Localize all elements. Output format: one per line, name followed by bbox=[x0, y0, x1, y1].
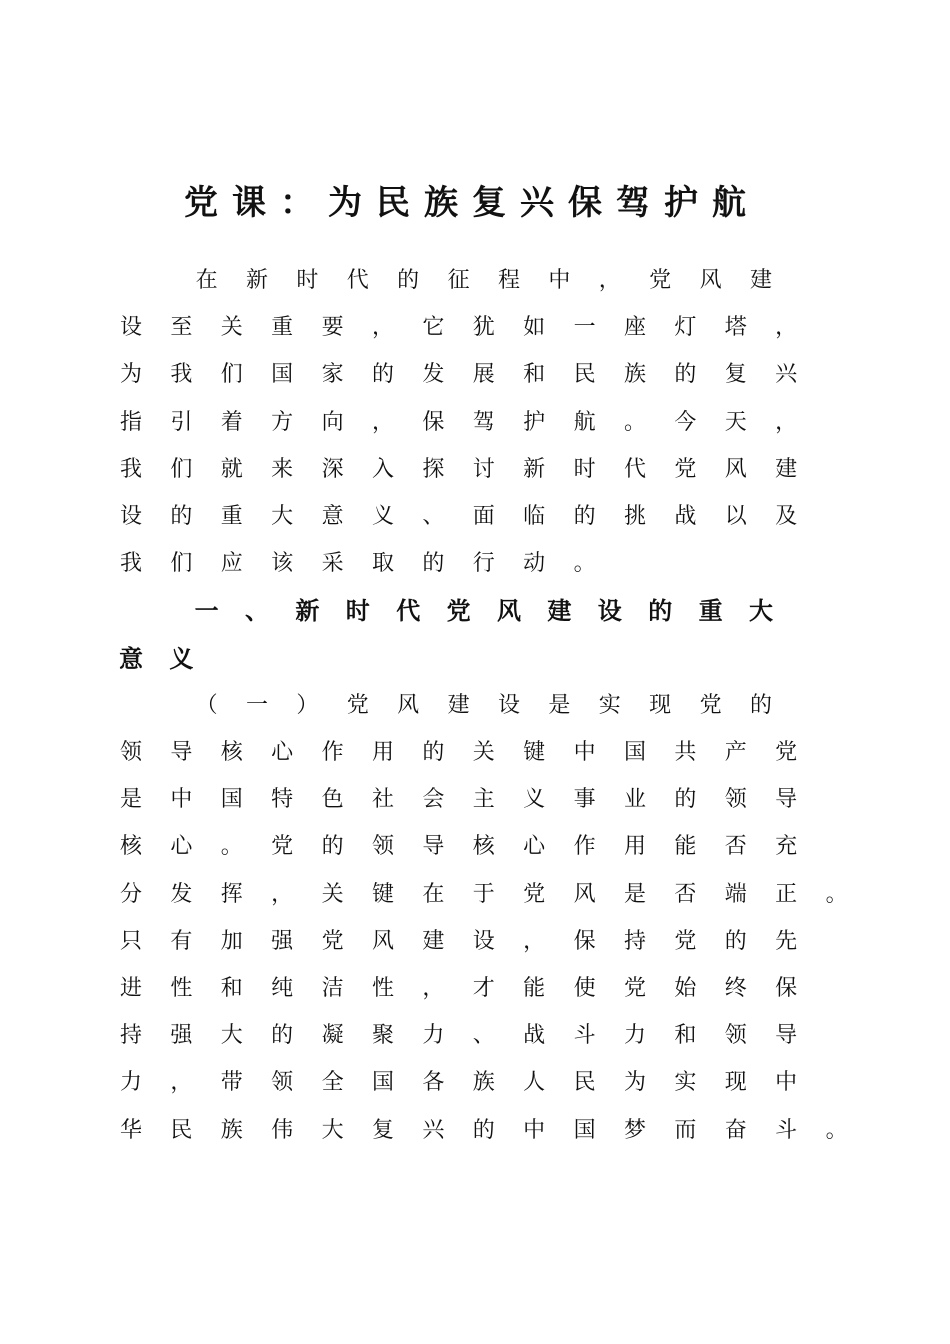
text-char: 设 bbox=[497, 692, 520, 718]
text-char: 华 bbox=[119, 1117, 142, 1143]
text-char: 风 bbox=[699, 268, 722, 293]
text-char: 领 bbox=[724, 1023, 747, 1049]
text-char: 的 bbox=[422, 740, 445, 765]
text-char: 核 bbox=[220, 740, 243, 765]
text-char: 的 bbox=[674, 787, 697, 813]
paragraph-line bbox=[0, 351, 950, 398]
text-char: 凝 bbox=[321, 1023, 344, 1049]
text-char: 义 bbox=[523, 787, 546, 813]
text-char: 新 bbox=[295, 596, 320, 626]
text-char: 们 bbox=[220, 362, 243, 388]
text-char: 能 bbox=[674, 834, 697, 860]
text-char: 持 bbox=[623, 928, 646, 954]
text-char: 党 bbox=[523, 881, 546, 907]
text-char: 国 bbox=[623, 740, 646, 765]
title-char: 保 bbox=[568, 183, 602, 223]
text-char: 兴 bbox=[775, 362, 798, 388]
text-char: 斗 bbox=[573, 1023, 596, 1049]
text-char: 中 bbox=[775, 1070, 798, 1096]
text-char: 大 bbox=[220, 1023, 243, 1049]
text-char: 是 bbox=[119, 787, 142, 813]
text-char: 。 bbox=[220, 834, 243, 860]
text-char: 现 bbox=[649, 692, 672, 718]
text-char: 现 bbox=[724, 1070, 747, 1096]
text-char: 始 bbox=[674, 976, 697, 1001]
text-char: 讨 bbox=[472, 456, 495, 482]
text-char: 设 bbox=[119, 315, 142, 341]
text-char: 、 bbox=[472, 1023, 495, 1049]
text-char: ， bbox=[371, 409, 394, 435]
text-char: 灯 bbox=[674, 315, 697, 341]
title-char: 复 bbox=[472, 183, 506, 223]
text-char: ， bbox=[422, 976, 445, 1001]
title-char: 驾 bbox=[616, 183, 650, 223]
text-char: 保 bbox=[573, 928, 596, 954]
text-char: 行 bbox=[472, 551, 495, 577]
paragraph-line bbox=[0, 776, 950, 823]
text-char: 我 bbox=[119, 551, 142, 577]
paragraph-line bbox=[0, 399, 950, 446]
text-char: 终 bbox=[724, 976, 747, 1001]
text-char: 会 bbox=[422, 787, 445, 813]
text-char: 性 bbox=[170, 976, 193, 1001]
text-char: 性 bbox=[371, 976, 394, 1001]
text-char: 于 bbox=[472, 881, 495, 907]
text-char: 的 bbox=[371, 362, 394, 388]
text-char: 的 bbox=[724, 928, 747, 954]
text-char: 意 bbox=[321, 504, 344, 529]
text-char: 一 bbox=[245, 692, 268, 718]
text-char: 中 bbox=[170, 787, 193, 813]
text-char: 座 bbox=[623, 315, 646, 341]
text-char: 中 bbox=[548, 268, 571, 293]
text-char: 党 bbox=[346, 692, 369, 718]
text-char: 新 bbox=[523, 456, 546, 482]
text-char: 风 bbox=[397, 692, 420, 718]
text-char: 兴 bbox=[422, 1117, 445, 1143]
paragraph-line bbox=[0, 729, 950, 776]
text-char: 党 bbox=[674, 928, 697, 954]
text-char: 的 bbox=[422, 551, 445, 577]
text-char: 如 bbox=[523, 315, 546, 341]
text-char: 全 bbox=[321, 1070, 344, 1096]
text-char: 。 bbox=[825, 881, 848, 907]
text-char: 民 bbox=[170, 1117, 193, 1143]
text-char: 义 bbox=[169, 643, 194, 673]
text-char: 充 bbox=[775, 834, 798, 860]
text-char: 。 bbox=[825, 1117, 848, 1143]
text-char: 探 bbox=[422, 456, 445, 482]
text-char: 力 bbox=[422, 1023, 445, 1049]
text-char: 建 bbox=[749, 268, 772, 293]
text-char: 设 bbox=[472, 928, 495, 954]
title-char: 为 bbox=[328, 183, 362, 223]
paragraph-line bbox=[0, 257, 950, 304]
paragraph-line bbox=[0, 918, 950, 965]
title-char: 族 bbox=[424, 183, 458, 223]
text-char: 在 bbox=[195, 268, 218, 293]
text-char: 要 bbox=[321, 315, 344, 341]
text-char: 的 bbox=[648, 596, 673, 626]
text-char: 而 bbox=[674, 1117, 697, 1143]
text-char: 社 bbox=[371, 787, 394, 813]
text-char: 党 bbox=[649, 268, 672, 293]
text-char: 领 bbox=[371, 834, 394, 860]
text-char: 塔 bbox=[724, 315, 747, 341]
text-char: 党 bbox=[446, 596, 471, 626]
text-char: 大 bbox=[271, 504, 294, 529]
text-char: 事 bbox=[573, 787, 596, 813]
text-char: 我 bbox=[119, 456, 142, 482]
text-char: 心 bbox=[523, 834, 546, 860]
text-char: 有 bbox=[170, 928, 193, 954]
text-char: 挥 bbox=[220, 881, 243, 907]
text-char: 加 bbox=[220, 928, 243, 954]
text-char: 采 bbox=[321, 551, 344, 577]
text-char: 领 bbox=[119, 740, 142, 765]
paragraph-line bbox=[0, 1012, 950, 1059]
text-char: 领 bbox=[271, 1070, 294, 1096]
text-char: 的 bbox=[170, 504, 193, 529]
text-char: 只 bbox=[119, 928, 142, 954]
text-char: 的 bbox=[321, 834, 344, 860]
text-char: 是 bbox=[548, 692, 571, 718]
text-char: ， bbox=[371, 315, 394, 341]
text-char: 代 bbox=[623, 456, 646, 482]
text-char: 发 bbox=[170, 881, 193, 907]
text-char: ， bbox=[523, 928, 546, 954]
text-char: 今 bbox=[674, 409, 697, 435]
text-char: 中 bbox=[573, 740, 596, 765]
text-char: 族 bbox=[623, 362, 646, 388]
text-char: 复 bbox=[724, 362, 747, 388]
text-char: 大 bbox=[749, 596, 773, 626]
text-char: 大 bbox=[321, 1117, 344, 1143]
text-char: 强 bbox=[271, 928, 294, 954]
text-char: 实 bbox=[598, 692, 621, 718]
text-char: 聚 bbox=[371, 1023, 394, 1049]
text-char: 的 bbox=[674, 362, 697, 388]
text-char: 时 bbox=[345, 596, 370, 626]
text-char: 导 bbox=[775, 1023, 798, 1049]
text-char: 导 bbox=[775, 787, 798, 813]
text-char: 正 bbox=[775, 881, 798, 907]
text-char: 产 bbox=[724, 740, 747, 765]
text-char: 建 bbox=[775, 456, 798, 482]
text-char: 在 bbox=[422, 881, 445, 907]
text-char: 键 bbox=[371, 881, 394, 907]
text-char: 发 bbox=[422, 362, 445, 388]
title-char: ： bbox=[280, 183, 314, 223]
text-char: 风 bbox=[573, 881, 596, 907]
text-char: 着 bbox=[220, 409, 243, 435]
text-char: 风 bbox=[724, 456, 747, 482]
paragraph-line bbox=[0, 1107, 950, 1154]
text-char: 领 bbox=[724, 787, 747, 813]
text-char: 国 bbox=[371, 1070, 394, 1096]
paragraph-line bbox=[0, 540, 950, 587]
text-char: ， bbox=[775, 409, 798, 435]
text-char: 程 bbox=[497, 268, 520, 293]
text-char: 一 bbox=[573, 315, 596, 341]
text-char: 至 bbox=[170, 315, 193, 341]
text-char: 用 bbox=[623, 834, 646, 860]
text-char: 建 bbox=[447, 692, 470, 718]
text-char: 关 bbox=[321, 881, 344, 907]
text-char: 先 bbox=[775, 928, 798, 954]
text-char: 取 bbox=[371, 551, 394, 577]
text-char: 国 bbox=[271, 362, 294, 388]
text-char: 强 bbox=[170, 1023, 193, 1049]
document-title bbox=[0, 178, 930, 228]
paragraph-line bbox=[0, 446, 950, 493]
text-char: 的 bbox=[271, 1023, 294, 1049]
text-char: 国 bbox=[573, 1117, 596, 1143]
text-char: ， bbox=[271, 881, 294, 907]
text-char: 天 bbox=[724, 409, 747, 435]
text-char: 我 bbox=[170, 362, 193, 388]
text-char: 复 bbox=[371, 1117, 394, 1143]
text-char: 展 bbox=[472, 362, 495, 388]
text-char: 保 bbox=[775, 976, 798, 1001]
text-char: 纯 bbox=[271, 976, 294, 1001]
text-char: 实 bbox=[674, 1070, 697, 1096]
text-char: 意 bbox=[119, 643, 143, 673]
text-char: 梦 bbox=[623, 1117, 646, 1143]
text-char: 持 bbox=[119, 1023, 142, 1049]
text-char: 们 bbox=[170, 456, 193, 482]
text-char: 引 bbox=[170, 409, 193, 435]
title-char: 护 bbox=[664, 183, 698, 223]
text-char: 关 bbox=[472, 740, 495, 765]
text-char: 航 bbox=[573, 409, 596, 435]
text-char: 分 bbox=[119, 881, 142, 907]
text-char: 战 bbox=[674, 504, 697, 529]
paragraph-line bbox=[0, 965, 950, 1012]
text-char: 设 bbox=[597, 596, 622, 626]
text-char: 护 bbox=[523, 409, 546, 435]
text-char: 应 bbox=[220, 551, 243, 577]
text-char: 斗 bbox=[775, 1117, 798, 1143]
title-char: 兴 bbox=[520, 183, 554, 223]
text-char: 党 bbox=[674, 456, 697, 482]
text-char: ， bbox=[775, 315, 798, 341]
text-char: 家 bbox=[321, 362, 344, 388]
text-char: 党 bbox=[321, 928, 344, 954]
text-char: 的 bbox=[573, 504, 596, 529]
text-char: 建 bbox=[422, 928, 445, 954]
text-char: 代 bbox=[396, 596, 421, 626]
text-char: 党 bbox=[699, 692, 722, 718]
text-char: 征 bbox=[447, 268, 470, 293]
text-char: 一 bbox=[194, 596, 219, 626]
text-char: 民 bbox=[573, 362, 596, 388]
text-char: 党 bbox=[271, 834, 294, 860]
text-char: 临 bbox=[523, 504, 546, 529]
text-char: 。 bbox=[573, 551, 596, 577]
title-char: 航 bbox=[712, 183, 746, 223]
text-char: 力 bbox=[119, 1070, 142, 1096]
text-char: 色 bbox=[321, 787, 344, 813]
text-char: 中 bbox=[523, 1117, 546, 1143]
text-char: 、 bbox=[245, 596, 269, 626]
title-char: 课 bbox=[232, 183, 266, 223]
text-char: 进 bbox=[119, 976, 142, 1001]
text-char: 的 bbox=[472, 1117, 495, 1143]
text-char: 来 bbox=[271, 456, 294, 482]
text-char: 的 bbox=[397, 268, 420, 293]
text-char: 向 bbox=[321, 409, 344, 435]
text-char: 导 bbox=[170, 740, 193, 765]
text-char: 保 bbox=[422, 409, 445, 435]
text-char: 就 bbox=[220, 456, 243, 482]
text-char: 作 bbox=[573, 834, 596, 860]
text-char: 战 bbox=[523, 1023, 546, 1049]
text-char: 和 bbox=[220, 976, 243, 1001]
text-char: 为 bbox=[623, 1070, 646, 1096]
paragraph-line bbox=[0, 871, 950, 918]
text-char: 能 bbox=[523, 976, 546, 1001]
text-char: 人 bbox=[523, 1070, 546, 1096]
text-char: 作 bbox=[321, 740, 344, 765]
text-char: 心 bbox=[271, 740, 294, 765]
text-char: 以 bbox=[724, 504, 747, 529]
paragraph-line bbox=[0, 682, 950, 729]
text-char: 指 bbox=[119, 409, 142, 435]
text-char: 新 bbox=[245, 268, 268, 293]
text-char: 为 bbox=[119, 362, 142, 388]
text-char: 业 bbox=[623, 787, 646, 813]
text-char: 核 bbox=[119, 834, 142, 860]
text-char: ） bbox=[296, 692, 319, 718]
text-char: 带 bbox=[220, 1070, 243, 1096]
text-char: 族 bbox=[472, 1070, 495, 1096]
text-char: 核 bbox=[472, 834, 495, 860]
paragraph-line bbox=[0, 304, 950, 351]
text-char: 。 bbox=[623, 409, 646, 435]
text-char: 面 bbox=[472, 504, 495, 529]
text-char: 是 bbox=[623, 881, 646, 907]
text-char: 党 bbox=[775, 740, 798, 765]
text-char: 国 bbox=[220, 787, 243, 813]
text-char: 端 bbox=[724, 881, 747, 907]
text-char: 键 bbox=[523, 740, 546, 765]
text-char: 设 bbox=[119, 504, 142, 529]
text-char: 们 bbox=[170, 551, 193, 577]
text-char: 建 bbox=[547, 596, 572, 626]
paragraph-line bbox=[0, 1059, 950, 1106]
text-char: 深 bbox=[321, 456, 344, 482]
text-char: 党 bbox=[623, 976, 646, 1001]
text-char: 特 bbox=[271, 787, 294, 813]
title-char: 党 bbox=[184, 183, 218, 223]
text-char: 族 bbox=[220, 1117, 243, 1143]
paragraph-line bbox=[0, 493, 950, 540]
text-char: 入 bbox=[371, 456, 394, 482]
text-char: 力 bbox=[623, 1023, 646, 1049]
text-char: 导 bbox=[422, 834, 445, 860]
text-char: 奋 bbox=[724, 1117, 747, 1143]
text-char: 民 bbox=[573, 1070, 596, 1096]
text-char: 方 bbox=[271, 409, 294, 435]
text-char: 用 bbox=[371, 740, 394, 765]
text-char: （ bbox=[195, 692, 218, 718]
text-char: 重 bbox=[271, 315, 294, 341]
text-char: 它 bbox=[422, 315, 445, 341]
text-char: 共 bbox=[674, 740, 697, 765]
text-char: 否 bbox=[674, 881, 697, 907]
text-char: 重 bbox=[698, 596, 723, 626]
paragraph-line bbox=[0, 823, 950, 870]
section-heading-line bbox=[0, 587, 950, 634]
text-char: 义 bbox=[371, 504, 394, 529]
section-heading-line bbox=[0, 635, 950, 682]
text-char: 风 bbox=[497, 596, 521, 626]
text-char: 该 bbox=[271, 551, 294, 577]
text-char: 心 bbox=[170, 834, 193, 860]
text-char: 及 bbox=[775, 504, 798, 529]
text-char: 、 bbox=[422, 504, 445, 529]
text-char: ， bbox=[170, 1070, 193, 1096]
text-char: 否 bbox=[724, 834, 747, 860]
text-char: 代 bbox=[346, 268, 369, 293]
text-char: 和 bbox=[523, 362, 546, 388]
text-char: 的 bbox=[749, 692, 772, 718]
text-char: 风 bbox=[371, 928, 394, 954]
text-char: 和 bbox=[674, 1023, 697, 1049]
text-char: 驾 bbox=[472, 409, 495, 435]
text-char: ， bbox=[598, 268, 621, 293]
text-char: 重 bbox=[220, 504, 243, 529]
text-char: 使 bbox=[573, 976, 596, 1001]
text-char: 犹 bbox=[472, 315, 495, 341]
text-char: 挑 bbox=[623, 504, 646, 529]
text-char: 时 bbox=[573, 456, 596, 482]
text-char: 才 bbox=[472, 976, 495, 1001]
text-char: 主 bbox=[472, 787, 495, 813]
text-char: 时 bbox=[296, 268, 319, 293]
text-char: 各 bbox=[422, 1070, 445, 1096]
title-char: 民 bbox=[376, 183, 410, 223]
text-char: 关 bbox=[220, 315, 243, 341]
text-char: 洁 bbox=[321, 976, 344, 1001]
text-char: 动 bbox=[523, 551, 546, 577]
text-char: 伟 bbox=[271, 1117, 294, 1143]
